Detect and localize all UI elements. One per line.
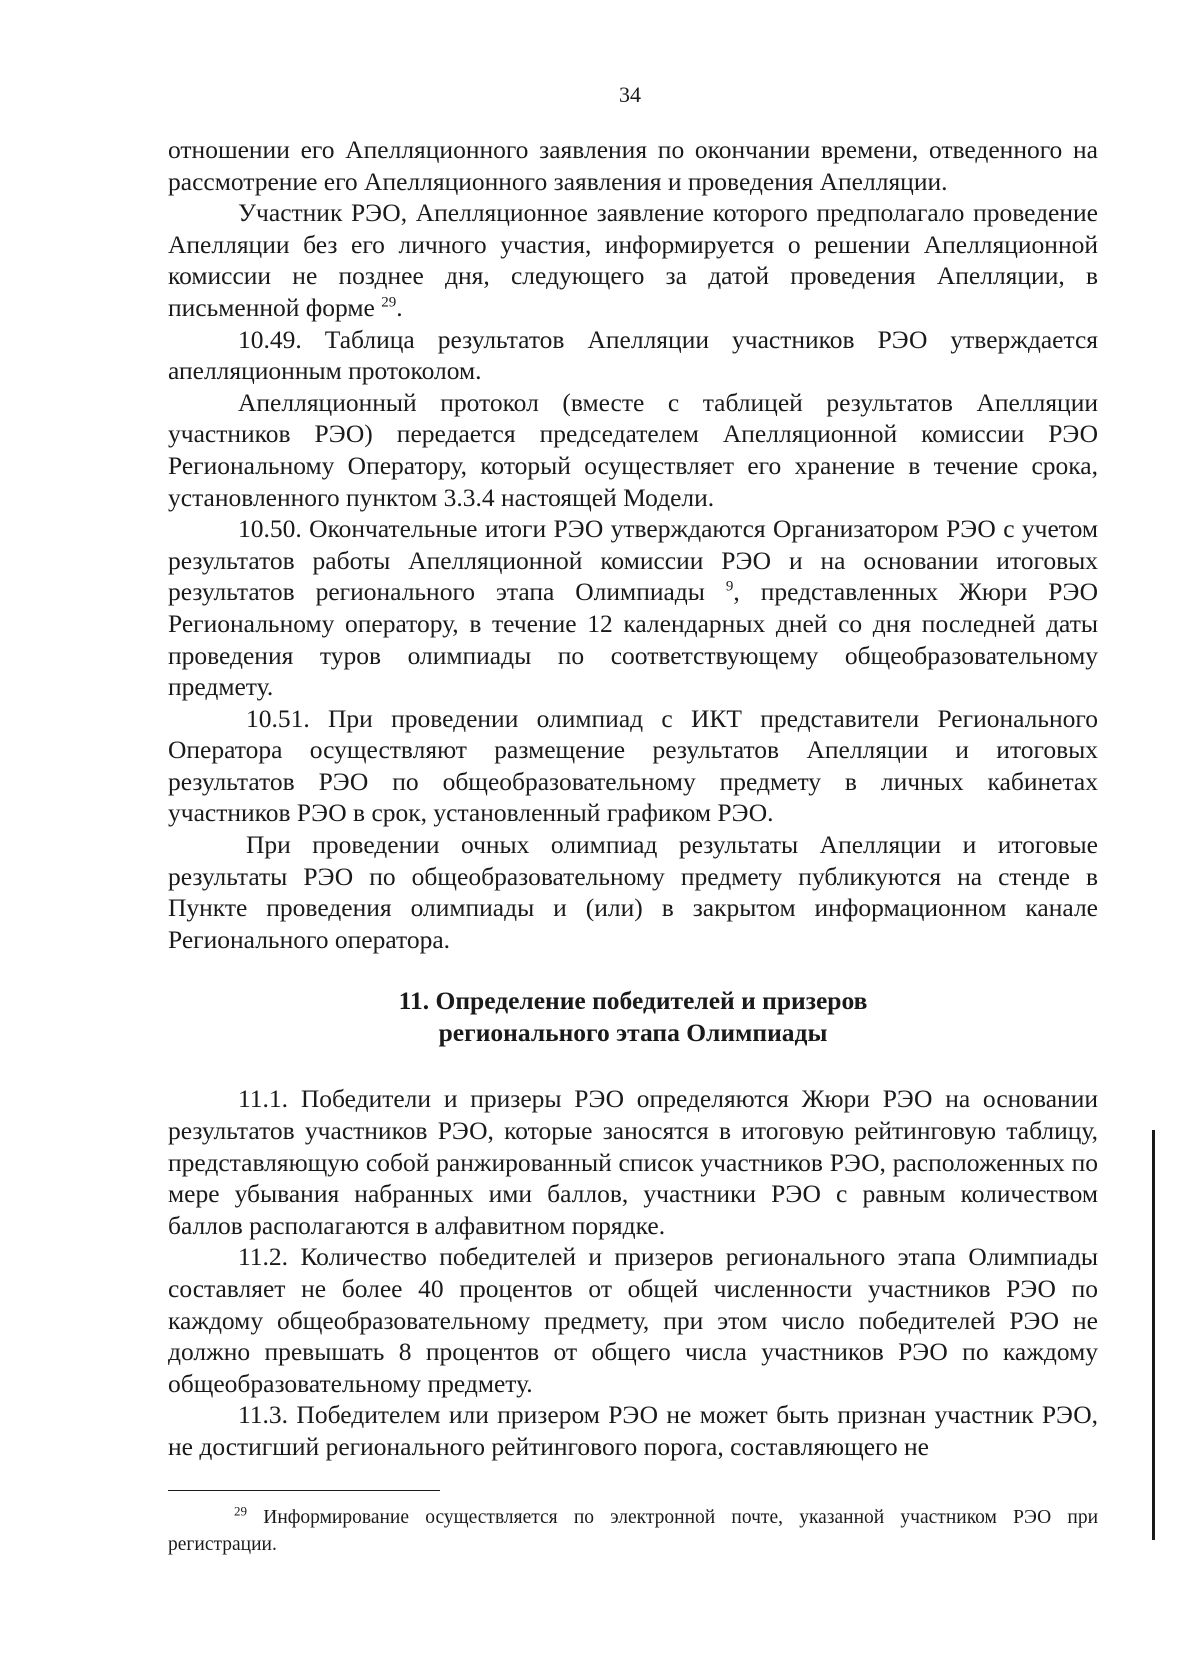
footnote-reference: 29 <box>381 294 397 311</box>
paragraph-text: При проведении очных олимпиад результаты Апелляции и итоговые результаты РЭО по общеобразовательному предмету публикуются на стенде в Пункте проведения олимпиады и (или) в закрытом информационном канале Регионального оператора. <box>168 830 1098 954</box>
paragraph-text: 11.3. Победителем или призером РЭО не может быть признан участник РЭО, не достигший регионального рейтингового порога, составляющего не <box>168 1400 1098 1461</box>
paragraph <box>168 703 1098 829</box>
scan-edge-mark <box>1152 1130 1155 1540</box>
paragraph-text: 11.1. Победители и призеры РЭО определяются Жюри РЭО на основании результатов участников РЭО, которые заносятся в итоговую рейтинговую таблицу, представляющую собой ранжированный список участников РЭО, расположенных по мере убывания набранных ими баллов, участники РЭО с равным количеством баллов располагаются в алфавитном порядке. <box>168 1084 1098 1240</box>
footnote <box>168 1504 1098 1558</box>
section-heading-line: регионального этапа Олимпиады <box>438 1018 828 1048</box>
paragraph <box>168 387 1098 513</box>
paragraph-text: Апелляционный протокол (вместе с таблицей результатов Апелляции участников РЭО) передается председателем Апелляционной комиссии РЭО Региональному Оператору, который осуществляет его хранение в течение срока, установленного пунктом 3.3.4 настоящей Модели. <box>168 387 1098 512</box>
paragraph-text: 10.49. Таблица результатов Апелляции участников РЭО утверждается апелляционным протоколом. <box>168 324 1098 386</box>
paragraph-text: 11.2. Количество победителей и призеров регионального этапа Олимпиады составляет не более 40 процентов от общей численности участников РЭО по каждому общеобразовательному предмету, при этом число победителей РЭО не должно превышать 8 процентов от общего числа участников РЭО по каждому общеобразовательному предмету. <box>168 1242 1098 1398</box>
footnote-text: Информирование осуществляется по электронной почте, указанной участником РЭО при регистрации. <box>168 1507 1099 1555</box>
section-heading-line: 11. Определение победителей и призеров <box>398 986 868 1016</box>
paragraph <box>168 1083 1098 1241</box>
section-heading <box>168 985 1098 1049</box>
paragraph-text-tail: . <box>396 292 403 322</box>
paragraph-text: 10.50. Окончательные итоги РЭО утверждаются Организатором РЭО с учетом результатов работы Апелляционной комиссии РЭО и на основании итоговых результатов регионального этапа Олимпиады <box>168 514 1098 607</box>
footnote-reference: 9 <box>725 578 734 595</box>
footnote-separator <box>168 1490 440 1491</box>
paragraph <box>168 1399 1098 1462</box>
paragraph-text-tail: , представленных Жюри РЭО Региональному оператору, в течение 12 календарных дней со дня последней даты проведения туров олимпиады по соответствующему общеобразовательному предмету. <box>168 577 1099 702</box>
paragraph <box>168 324 1098 387</box>
paragraph-continuation <box>168 134 1098 197</box>
paragraph <box>168 197 1098 323</box>
page-number: 34 <box>619 82 641 107</box>
paragraph-text: отношении его Апелляционного заявления по окончании времени, отведенного на рассмотрение его Апелляционного заявления и проведения Апелляции. <box>168 135 1098 196</box>
paragraph-text: Участник РЭО, Апелляционное заявление которого предполагало проведение Апелляции без его личного участия, информируется о решении Апелляционной комиссии не позднее дня, следующего за датой проведения Апелляции, в письменной форме <box>168 198 1098 322</box>
paragraph <box>168 829 1098 955</box>
main-text <box>168 134 1098 1463</box>
paragraph <box>168 1241 1098 1399</box>
paragraph <box>168 513 1098 703</box>
paragraph-text: 10.51. При проведении олимпиад с ИКТ представители Регионального Оператора осуществляют размещение результатов Апелляции и итоговых результатов РЭО по общеобразовательному предмету в личных кабинетах участников РЭО в срок, установленный графиком РЭО. <box>168 703 1098 828</box>
footnote-number: 29 <box>234 1503 247 1519</box>
